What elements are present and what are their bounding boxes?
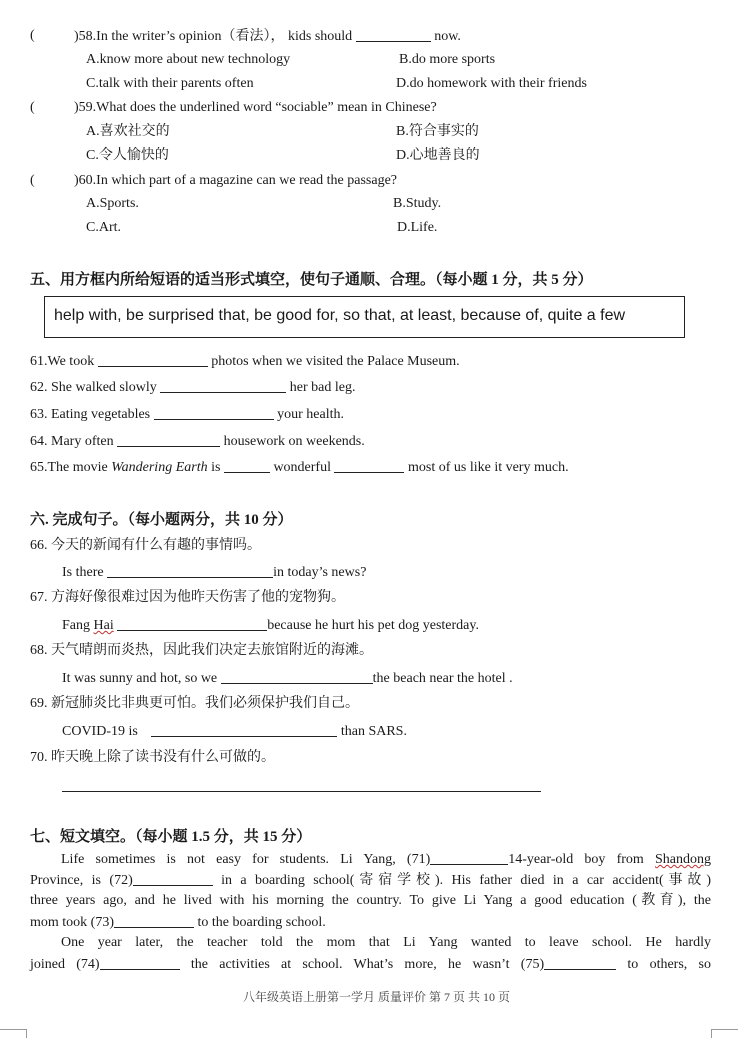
answer-blank[interactable]	[154, 405, 274, 420]
passage-text: 14-year-old boy from	[508, 852, 644, 867]
answer-blank[interactable]	[117, 616, 267, 631]
option-b: B.do more sports	[399, 52, 496, 67]
answer-paren-open: (	[30, 28, 35, 43]
answer-blank-73[interactable]	[114, 913, 194, 928]
option-a: A.Sports.	[86, 196, 139, 211]
option-b: B.Study.	[393, 196, 442, 211]
answer-paren-open: (	[30, 173, 35, 188]
option-c: C.Art.	[86, 220, 121, 235]
question-68	[62, 669, 513, 688]
sentence-end: her bad leg.	[289, 380, 356, 395]
question-65	[30, 458, 569, 477]
section-6-title: 六. 完成句子。（每小题两分，共 10 分）	[30, 512, 293, 528]
question-64	[30, 432, 365, 451]
sentence-start: Is there	[62, 565, 104, 580]
option-d: D.Life.	[397, 220, 438, 235]
passage-text: to others, so	[627, 957, 712, 972]
question-62	[30, 378, 355, 397]
answer-blank-74[interactable]	[100, 955, 180, 970]
question-number: 59.	[78, 100, 97, 115]
answer-blank-72[interactable]	[133, 871, 213, 886]
phrase-box	[44, 296, 685, 338]
question-66-chinese: 66. 今天的新闻有什么有趣的事情吗。	[30, 538, 261, 553]
section-5-title: 五、用方框内所给短语的适当形式填空，使句子通顺、合理。（每小题 1 分，共 5 分）	[30, 272, 593, 288]
passage-place-name: Shandong	[655, 852, 711, 867]
question-68-chinese: 68. 天气晴朗而炎热，因此我们决定去旅馆附近的海滩。	[30, 643, 373, 658]
name-part-flagged: Hai	[93, 618, 114, 633]
question-63	[30, 405, 344, 424]
question-number: 58.	[78, 29, 97, 44]
question-69	[62, 722, 407, 741]
sentence-start: 62. She walked slowly	[30, 380, 157, 395]
question-60-stem	[74, 172, 397, 190]
passage-text: to the boarding school.	[197, 915, 326, 930]
option-c: C.令人愉快的	[86, 148, 169, 163]
sentence-end: photos when we visited the Palace Museum.	[211, 354, 460, 369]
sentence-start: It was sunny and hot, so we	[62, 671, 218, 686]
passage-text: mom took (73)	[30, 915, 114, 930]
sentence-start: 61.We took	[30, 354, 95, 369]
answer-blank[interactable]	[221, 669, 373, 684]
option-a: A.喜欢社交的	[86, 124, 170, 139]
passage-line	[30, 892, 711, 910]
passage-text: three years ago, and he lived with his morning the country. To give Li Yang a good education (教育), the	[30, 893, 711, 908]
answer-blank[interactable]	[98, 352, 208, 367]
sentence-start: 63. Eating vegetables	[30, 407, 151, 422]
passage-text: the activities at school. What’s more, he wasn’t (75)	[190, 957, 545, 972]
page-corner-mark	[0, 1029, 27, 1038]
answer-paren-close: )	[74, 173, 79, 188]
passage-text: in a boarding school(寄宿学校). His father died in a car accident(事故)	[221, 873, 711, 888]
sentence-end: because he hurt his pet dog yesterday.	[267, 618, 479, 633]
passage-line	[30, 934, 711, 952]
answer-blank[interactable]	[117, 432, 220, 447]
answer-blank[interactable]	[334, 458, 404, 473]
sentence-mid: is	[211, 460, 221, 475]
question-number: 60.	[78, 173, 97, 188]
passage-line	[30, 850, 711, 869]
stem-text: What does the underlined word “sociable” mean in Chinese?	[96, 100, 437, 115]
sentence-start: 65.The movie	[30, 460, 108, 475]
page-footer: 八年级英语上册第一学月 质量评价 第 7 页 共 10 页	[243, 990, 511, 1004]
question-67	[62, 616, 479, 635]
question-69-chinese: 69. 新冠肺炎比非典更可怕。我们必须保护我们自己。	[30, 696, 359, 711]
question-59-stem	[74, 99, 437, 117]
sentence-mid: wonderful	[273, 460, 331, 475]
question-67-chinese: 67. 方海好像很难过因为他昨天伤害了他的宠物狗。	[30, 590, 345, 605]
passage-line	[30, 871, 711, 890]
answer-paren-close: )	[74, 29, 79, 44]
answer-blank-75[interactable]	[544, 955, 616, 970]
option-d: D.心地善良的	[396, 148, 480, 163]
option-b: B.符合事实的	[396, 124, 479, 139]
question-61	[30, 352, 460, 371]
stem-part-a: In the writer’s opinion（看法）， kids should	[96, 29, 353, 44]
answer-blank-71[interactable]	[430, 850, 508, 865]
option-a: A.know more about new technology	[86, 52, 291, 67]
stem-part-b: now.	[434, 29, 461, 44]
passage-text: Province, is (72)	[30, 873, 133, 888]
name-part: Fang	[62, 618, 90, 633]
answer-line[interactable]	[62, 791, 541, 792]
passage-line	[30, 913, 326, 932]
answer-paren-close: )	[74, 100, 79, 115]
section-7-title: 七、短文填空。（每小题 1.5 分，共 15 分）	[30, 829, 312, 845]
film-title: Wandering Earth	[111, 460, 208, 475]
phrase-list: help with, be surprised that, be good for, so that, at least, because of, quite a few	[54, 307, 626, 324]
sentence-end: than SARS.	[340, 724, 407, 739]
passage-text: Life sometimes is not easy for students. Li Yang, (71)	[61, 852, 431, 867]
answer-blank[interactable]	[356, 27, 431, 42]
sentence-end: the beach near the hotel .	[372, 671, 513, 686]
option-c: C.talk with their parents often	[86, 76, 254, 91]
answer-blank[interactable]	[107, 563, 273, 578]
option-d: D.do homework with their friends	[396, 76, 587, 91]
sentence-end: your health.	[277, 407, 345, 422]
question-58-stem	[74, 27, 461, 46]
answer-blank[interactable]	[160, 378, 286, 393]
passage-text: One year later, the teacher told the mom that Li Yang wanted to leave school. He hardly	[61, 935, 711, 950]
stem-text: In which part of a magazine can we read the passage?	[96, 173, 398, 188]
sentence-end: in today’s news?	[273, 565, 367, 580]
question-70-chinese: 70. 昨天晚上除了读书没有什么可做的。	[30, 750, 275, 765]
answer-blank[interactable]	[151, 722, 337, 737]
answer-paren-open: (	[30, 100, 35, 115]
answer-blank[interactable]	[224, 458, 270, 473]
question-66	[62, 563, 366, 582]
sentence-start: 64. Mary often	[30, 434, 114, 449]
sentence-end: housework on weekends.	[223, 434, 365, 449]
passage-line	[30, 955, 711, 974]
passage-text: joined (74)	[30, 957, 100, 972]
page-corner-mark	[711, 1029, 738, 1038]
sentence-start: COVID-19 is	[62, 724, 138, 739]
sentence-end: most of us like it very much.	[407, 460, 569, 475]
